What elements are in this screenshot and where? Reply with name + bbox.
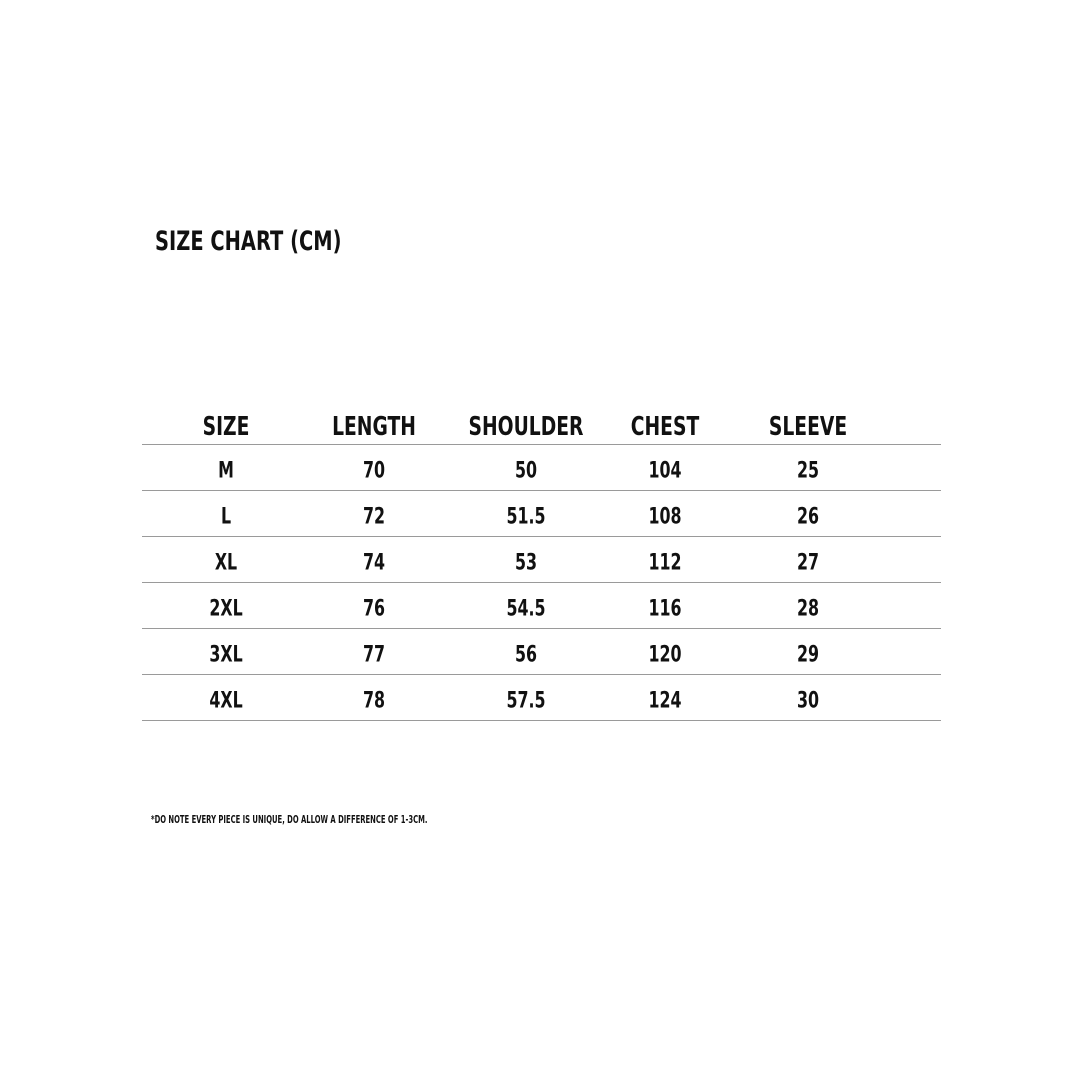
- cell-length: 76: [362, 596, 386, 622]
- cell-sleeve: 27: [796, 550, 820, 576]
- header-chest: CHEST: [630, 412, 700, 442]
- header-sleeve: SLEEVE: [768, 412, 848, 442]
- cell-shoulder: 53: [514, 550, 538, 576]
- cell-sleeve: 26: [796, 504, 820, 530]
- cell-size: 2XL: [209, 596, 243, 622]
- table-header-row: [142, 405, 941, 445]
- cell-chest: 124: [648, 688, 682, 714]
- cell-sleeve: 28: [796, 596, 820, 622]
- cell-size: XL: [214, 550, 238, 576]
- header-shoulder: SHOULDER: [468, 412, 584, 442]
- cell-length: 78: [362, 688, 386, 714]
- cell-length: 70: [362, 458, 386, 484]
- cell-size: 4XL: [209, 688, 243, 714]
- cell-shoulder: 54.5: [506, 596, 546, 622]
- cell-size: L: [220, 504, 232, 530]
- cell-chest: 120: [648, 642, 682, 668]
- cell-sleeve: 29: [796, 642, 820, 668]
- table-row: [142, 537, 941, 583]
- cell-size: M: [218, 458, 234, 484]
- cell-shoulder: 50: [514, 458, 538, 484]
- table-row: [142, 445, 941, 491]
- cell-sleeve: 30: [796, 688, 820, 714]
- cell-chest: 116: [648, 596, 682, 622]
- table-row: [142, 583, 941, 629]
- cell-chest: 108: [648, 504, 682, 530]
- footnote: *DO NOTE EVERY PIECE IS UNIQUE, DO ALLOW A DIFFERENCE OF 1-3CM.: [151, 813, 428, 826]
- table-row: [142, 675, 941, 721]
- cell-length: 72: [362, 504, 386, 530]
- cell-shoulder: 56: [514, 642, 538, 668]
- cell-chest: 104: [648, 458, 682, 484]
- cell-size: 3XL: [209, 642, 243, 668]
- cell-shoulder: 57.5: [506, 688, 546, 714]
- table-row: [142, 629, 941, 675]
- header-size: SIZE: [202, 412, 250, 442]
- cell-length: 74: [362, 550, 386, 576]
- header-length: LENGTH: [332, 412, 416, 442]
- size-table: [142, 405, 941, 721]
- table-row: [142, 491, 941, 537]
- cell-chest: 112: [648, 550, 682, 576]
- cell-sleeve: 25: [796, 458, 820, 484]
- cell-length: 77: [362, 642, 386, 668]
- page-title: SIZE CHART (CM): [155, 226, 342, 257]
- cell-shoulder: 51.5: [506, 504, 546, 530]
